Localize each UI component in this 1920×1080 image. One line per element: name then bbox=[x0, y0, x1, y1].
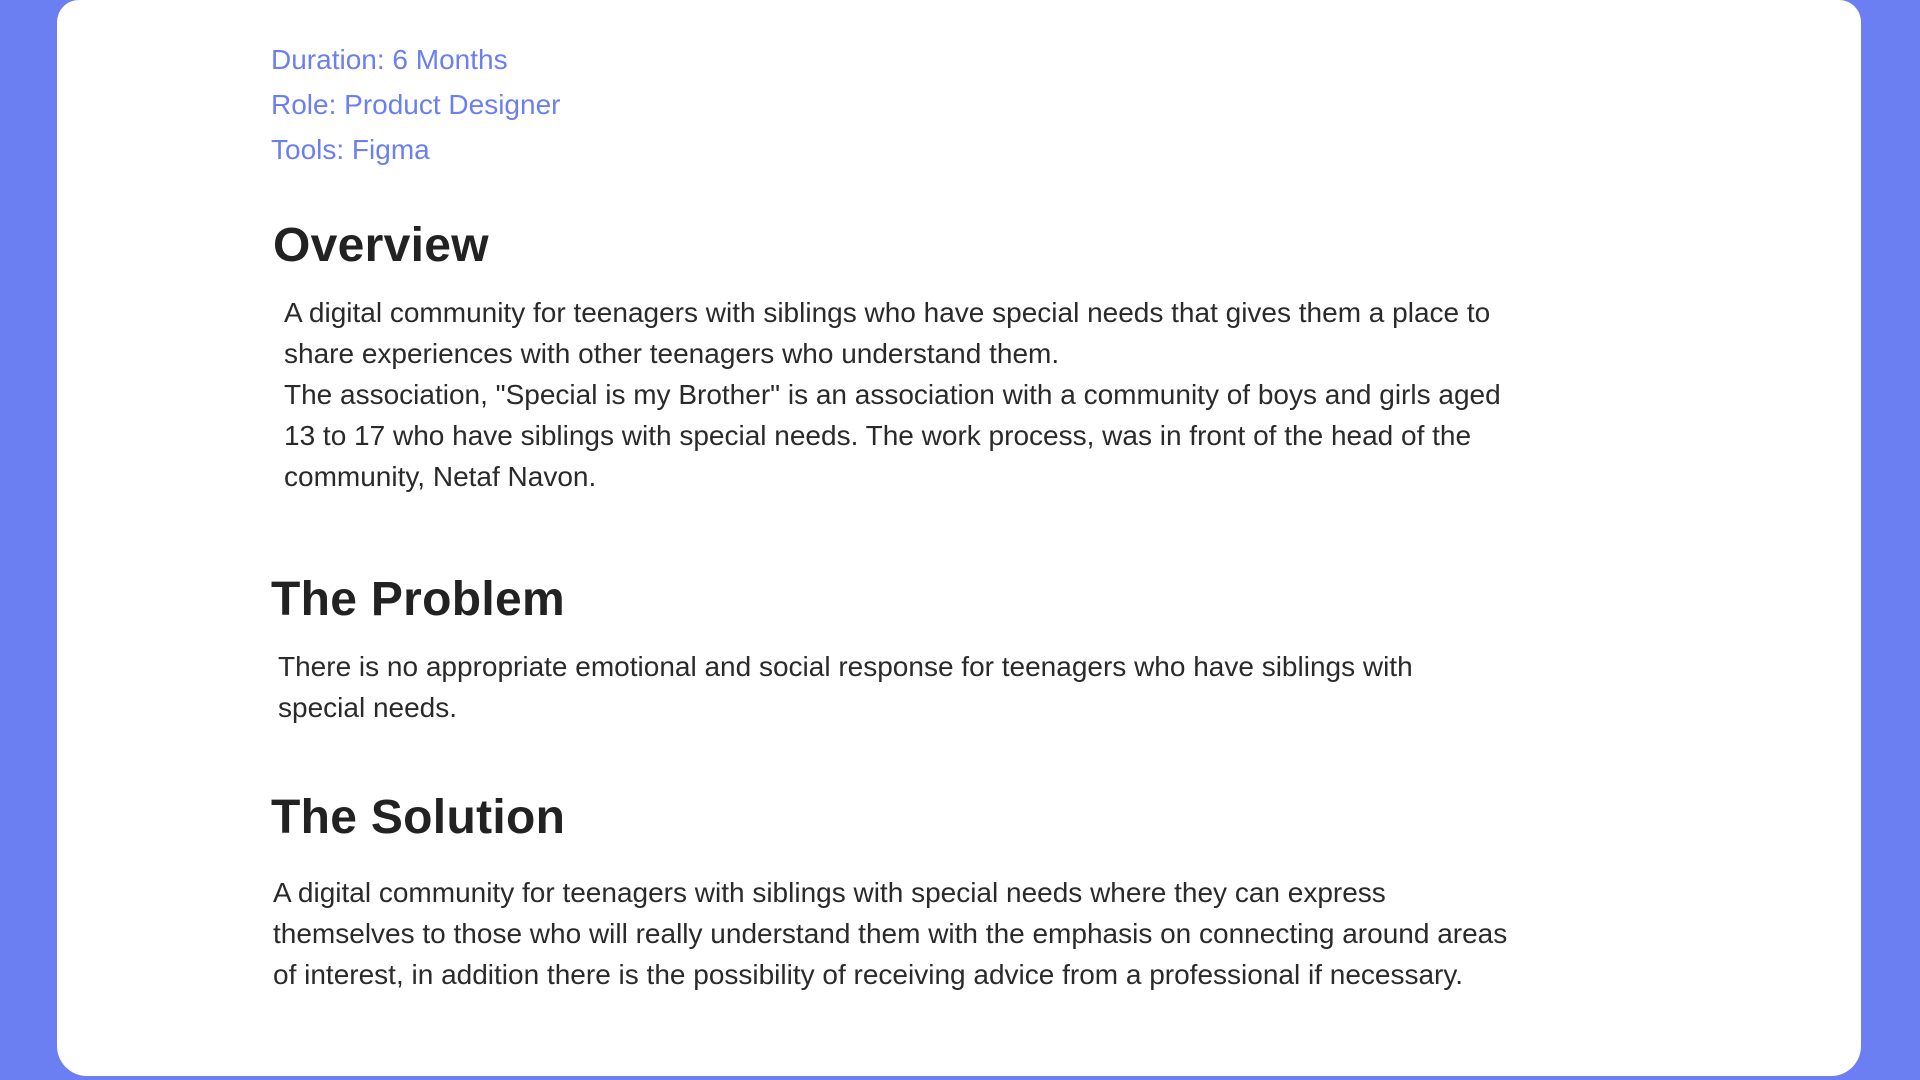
case-study-content bbox=[57, 0, 1861, 1076]
solution-text: A digital community for teenagers with siblings with special needs where they can express themselves to those who will really understand them with the emphasis on connecting around areas of interest, in addition there is the possibility of receiving advice from a professional if necessary. bbox=[273, 877, 1508, 990]
role-label: Role: Product Designer bbox=[271, 89, 561, 120]
problem-text: There is no appropriate emotional and social response for teenagers who have siblings with special needs. bbox=[278, 651, 1413, 723]
overview-paragraph-1: A digital community for teenagers with siblings who have special needs that gives them a place to share experiences with other teenagers who understand them. bbox=[284, 297, 1491, 369]
overview-paragraph-2: The association, "Special is my Brother" is an association with a community of boys and girls aged 13 to 17 who have siblings with special needs. The work process, was in front of the head of the community, Netaf Navon. bbox=[284, 379, 1501, 492]
content-card bbox=[57, 0, 1861, 1076]
solution-heading: The Solution bbox=[271, 791, 566, 844]
overview-text bbox=[284, 292, 1504, 497]
duration-label: Duration: 6 Months bbox=[271, 44, 508, 75]
project-meta bbox=[271, 37, 560, 172]
overview-heading: Overview bbox=[273, 219, 489, 272]
problem-heading: The Problem bbox=[271, 573, 566, 626]
tools-label: Tools: Figma bbox=[271, 134, 430, 165]
